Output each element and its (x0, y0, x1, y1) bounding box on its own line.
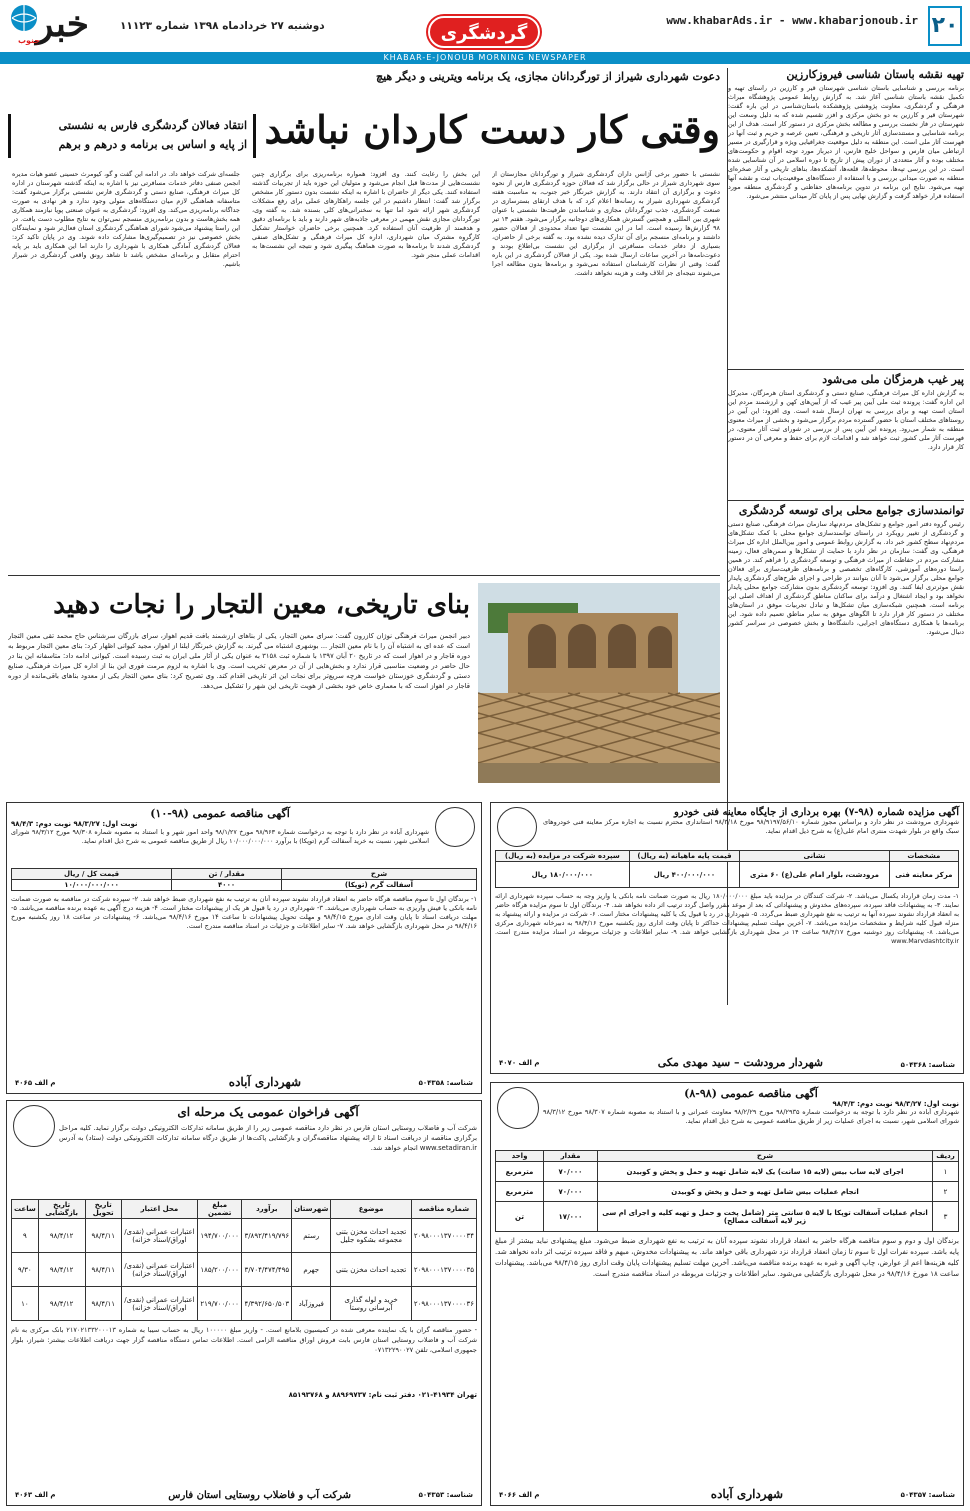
ad-abadeh-tender-8 (490, 1082, 964, 1506)
ad-water-header: مبلغ تضمین (197, 1200, 242, 1219)
ad-vehicle-intro: شهرداری مرودشت در نظر دارد و براساس مجوز شماره ۹۸/۹۱۹۷/۵۶/۱۰ مورخ ۹۸/۳/۱۸ استانداری محترم نسبت به اجاره مرکز معاینه فنی خودروهای سبک واقع در بلوار شهدت منتری امام علی(ع) به شرح ذیل اقدام نماید. (543, 818, 959, 835)
building-photo (478, 583, 720, 783)
ad-water-cell: اعتبارات عمرانی (نقدی/اوراق/اسناد خزانه) (121, 1219, 197, 1253)
divider (728, 369, 964, 370)
ad-abadeh2-cell: ۲ (933, 1182, 959, 1202)
ad-water-cell: ۲۰۹۸۰۰۰۱۳۷۰۰۰۰۳۴ (411, 1219, 476, 1253)
ad-water-cell: تجدید احداث مخزن بتنی (331, 1253, 412, 1287)
ad-water-cell: اعتبارات عمرانی (نقدی/اوراق/اسناد خزانه) (121, 1253, 197, 1287)
ad-abadeh2-header: واحد (496, 1151, 544, 1162)
ad-abadeh1-conditions: ۱- برندگان اول تا سوم مناقصه هرگاه حاضر به انعقاد قرارداد نشوند سپرده آنان به ترتیب به نفع شهرداری ضبط خواهد شد. ۲- سپرده شرکت در مناقصه به صورت ضمانت نامه بانکی یا فیش واریزی به حساب شهرداری می‌باشد. ۳- شهرداری در رد یا قبول هر یک از پیشنهادات مختار است. ۴- هزینه درج آگهی به عهده برنده مناقصه می‌باشد. ۵- مهلت دریافت اسناد تا پایان وقت اداری مورخ ۹۸/۴/۱۵ و مهلت تحویل پیشنهادات تا ساعت ۱۴ مورخ ۹۸/۴/۱۶ می‌باشد. ۶- پیشنهادات در ساعت ۱۸ روز یکشنبه مورخ ۹۸/۴/۱۶ در محل شهرداری بازگشایی خواهد شد. ۷- سایر اطلاعات و جزئیات در اسناد مناقصه مندرج است. (11, 895, 477, 930)
ad-abadeh2-cell: مترمربع (496, 1182, 544, 1202)
subhead-line-2: از پایه و اساس بی برنامه و درهم و برهم (58, 138, 247, 151)
ad-water-signature: شرکت آب و فاضلاب روستایی استان فارس (168, 1490, 351, 1501)
ad-water-contact: تهران ۴۱۹۳۴-۰۲۱ دفتر ثبت نام: ۸۸۹۶۹۷۳۷ و ۸۵۱۹۳۷۶۸ (288, 1391, 477, 1399)
headline: وقتی کار دست کاردان نباشد (264, 107, 720, 152)
ad-abadeh1-table (11, 868, 477, 891)
ad-water-title: آگهی فراخوان عمومی یک مرحله ای (177, 1105, 359, 1119)
feature-body: دبیر انجمن میراث فرهنگی نوژان کازرون گفت: سرای معین التجار، یکی از بناهای ارزشمند بافت قدیم اهواز، سرای بازرگان سرشناس حاج محمد تقی معین التجار است که عده ای به اشتباه آن را با نام معین التجار ... بوشهری اشتباه می گیرند. به گزارش خبرنگار ایلنا از اهواز، مجید کیوانی اظهار کرد: بنای معین التجار مربوط به دوره قاجار و در اهواز است که در تاریخ ۲۰ آبان ۱۳۹۷ با شماره ثبت ۳۱۵۸ به عنوان یکی از آثار ملی ایران به ثبت رسیده است. کیوانی ادامه داد: متاسفانه این بنا در حال حاضر در وضعیت مناسبی قرار ندارد و بخش‌هایی از آن در معرض تخریب است. وی با اشاره به لزوم مرمت فوری این بنا از اداره کل میراث فرهنگی، صنایع دستی و گردشگری خوزستان خواست هرچه سریع‌تر برای نجات این اثر تاریخی اقدام کند. وی تصریح کرد: بنای معین التجار یکی از معدود بناهای باقی‌مانده از دوره قاجار در اهواز است که با معماری خاص خود بخشی از هویت تاریخی این شهر را تشکیل می‌دهد. (8, 632, 470, 690)
ad-abadeh2-cell: ۷۰/۰۰۰ (544, 1162, 598, 1182)
ad-water-cell: ۳/۷۰۴/۴۷۴/۴۹۵ (242, 1253, 292, 1287)
ad-abadeh2-dates: نوبت اول: ۹۸/۳/۲۷ نوبت دوم: ۹۸/۴/۳ (832, 1100, 959, 1108)
ad-water-cell: ۹ (12, 1219, 39, 1253)
ad-abadeh2-cell: انجام عملیات بیس شامل تهیه و حمل و پخش و کوبیدن (598, 1182, 933, 1202)
ad-water-header: موضوع (331, 1200, 412, 1219)
ad-water-header: شهرستان (292, 1200, 331, 1219)
header-band: KHABAR-E-JONOUB MORNING NEWSPAPER (0, 52, 970, 64)
ad-water-cell: ۹۸/۴/۱۲ (38, 1287, 85, 1321)
sidebar-body-1: برنامه بررسی و شناسایی باستان شناسی شهرستان قیر و کارزین در راستای تهیه و تکمیل نقشه باستان شناسی آغاز شد. به گزارش روابط عمومی پژوهشگاه میراث فرهنگی و گردشگری، معاونت پژوهشی پژوهشکده باستان‌شناسی در این باره گفت: شهرستان قیر و کارزین به دو بخش مرکزی و افزر تقسیم شده که به دلیل وسعت این شهرستان در فاز نخست بررسی و مطالعه بخش مرکزی در دستور کار است. هدف از این برنامه شناسایی و مستندسازی آثار تاریخی و فرهنگی، تعیین عرصه و حریم و ثبت آنها در فهرست آثار ملی است. این منطقه به دلیل موقعیت جغرافیایی ویژه و قرارگیری در مسیر ارتباطی میان فارس و سواحل خلیج فارس، از دیرباز مورد توجه اقوام و حکومت‌های مختلف بوده و آثار متعددی از دوران پیش از تاریخ تا دوره اسلامی در آن شناسایی شده است. در این بررسی تپه‌ها، محوطه‌ها، قلعه‌ها، آتشکده‌ها، بناهای تاریخی و آثار صخره‌ای منطقه به صورت میدانی بررسی و با استفاده از دستگاه‌های موقعیت‌یاب ثبت و نقشه آنها تهیه می‌شود. نتایج این برنامه در تدوین برنامه‌های حفاظتی و گردشگری منطقه مورد استفاده قرار خواهد گرفت و گزارش نهایی پس از پایان کار میدانی منتشر می‌شود. (728, 84, 964, 200)
ad-abadeh2-header: مقدار (544, 1151, 598, 1162)
ad-abadeh2-cell: ۱ (933, 1162, 959, 1182)
feature-article (8, 585, 470, 785)
ad-water-cell: ۹۸/۴/۱۱ (85, 1253, 121, 1287)
ad-water-table (11, 1199, 477, 1321)
ad-abadeh1-title: آگهی مناقصه عمومی (۹۸-۱۰) (150, 807, 290, 820)
main-article (8, 70, 720, 570)
subhead-box (8, 114, 256, 158)
ad-water-cell: ۹/۳۰ (12, 1253, 39, 1287)
ad-water-cell: جهرم (292, 1253, 331, 1287)
ad-water-intro: شرکت آب و فاضلاب روستایی استان فارس در نظر دارد مناقصه عمومی زیر را از طریق سامانه تدارکات الکترونیکی دولت برگزار نماید. کلیه مراحل برگزاری مناقصه از دریافت اسناد تا ارائه پیشنهاد مناقصه‌گران و بازگشایی پاکت‌ها از طریق درگاه سامانه تدارکات الکترونیکی دولت (ستاد) به آدرس www.setadiran.ir انجام خواهد شد. (59, 1124, 477, 1152)
logo-word: خبر (36, 3, 89, 45)
ad-abadeh2-cell: انجام عملیات آسفالت توپکا با لایه ۵ سانتی متر (شامل پخت و حمل و تهیه کلیه و اجرای ام سی زیر لایه آسفالت مصالح) (598, 1202, 933, 1232)
ad-water-cell: خرید و لوله گذاری آبرسانی روستا (331, 1287, 412, 1321)
ad-water-cell: ۱۹۴/۷۰۰/۰۰۰ (197, 1219, 242, 1253)
ad-vehicle-conditions: ۱- مدت زمان قرارداد یکسال می‌باشد. ۲- شرکت کنندگان در مزایده باید مبلغ ۱۸۰/۰۰۰/۰۰۰ ریال به صورت ضمانت نامه بانکی یا واریز وجه به حساب سپرده شهرداری ارائه نمایند. ۳- به پیشنهادات فاقد سپرده، سپرده‌های مخدوش و پیشنهاداتی که بعد از موعد مقرر واصل گردد ترتیب اثر داده نخواهد شد. ۴- برندگان اول تا سوم مزایده هرگاه حاضر به انعقاد قرارداد نشوند سپرده آنها به ترتیب به نفع شهرداری ضبط می‌گردد. ۵- شهرداری در رد یا قبول یک یا کلیه پیشنهادات مختار است. ۶- شرکت در مزایده و ارائه پیشنهاد به منزله قبول کلیه شرایط و مشخصات مزایده می‌باشد. ۷- آخرین مهلت تسلیم پیشنهادات حداکثر تا پایان وقت اداری روز یکشنبه مورخ ۹۸/۴/۱۶ به دبیرخانه شهرداری مرکزی می‌باشد. ۸- پیشنهادات روز دوشنبه مورخ ۹۸/۴/۱۷ ساعت ۱۴ در محل شهرداری بازگشایی خواهد شد. ۹- سایر اطلاعات و جزئیات مربوطه در اسناد مزایده مندرج است. www.Marvdashtcity.ir (495, 892, 959, 945)
ad-abadeh2-id: شناسه: ۵۰۴۳۵۷ (900, 1491, 955, 1499)
ad-abadeh1-cell: ۴۰۰۰ (172, 880, 282, 891)
page-number: ۲۰ (928, 6, 962, 46)
ad-abadeh2-intro: شهرداری آباده در نظر دارد با توجه به درخواست شماره ۹۸/۲۹۳۵ مورخ ۹۸/۲/۲۹ معاونت عمرانی و با استناد به مصوبه شماره ۹۸/۳۰۷ مورخ ۹۸/۳/۱۲ شورای اسلامی شهر، نسبت به اجرای عملیات زیر از طریق مناقصه عمومی به شرح ذیل اقدام نماید. (543, 1108, 959, 1125)
subhead-line-1: انتقاد فعالان گردشگری فارس به نشستی (58, 119, 247, 132)
ad-water-cell: ۱۰ (12, 1287, 39, 1321)
ad-water-header: ساعت (12, 1200, 39, 1219)
ad-vehicle-inspection (490, 802, 964, 1074)
ad-water-cell: ۹۸/۴/۱۱ (85, 1219, 121, 1253)
masthead (0, 0, 970, 52)
ad-vehicle-cell: مرکز معاینه فنی (889, 862, 958, 888)
ad-water-cell: ۹۸/۴/۱۱ (85, 1287, 121, 1321)
ad-water-call (6, 1100, 482, 1506)
ad-vehicle-header: سپرده شرکت در مزایده (به ریال) (496, 851, 630, 862)
ad-abadeh2-header: شرح (598, 1151, 933, 1162)
ad-abadeh2-cell: ۳ (933, 1202, 959, 1232)
ad-water-cell: ۲۰۹۸۰۰۰۱۳۷۰۰۰۰۳۶ (411, 1287, 476, 1321)
ad-water-cell: اعتبارات عمرانی (نقدی/اوراق/اسناد خزانه) (121, 1287, 197, 1321)
company-emblem-icon (13, 1105, 55, 1147)
ad-water-cell: تجدید احداث مخزن بتنی مجموعه بشکوه جلیل (331, 1219, 412, 1253)
ad-abadeh1-cell: ۱۰/۰۰۰/۰۰۰/۰۰۰ (12, 880, 172, 891)
ad-water-header: تاریخ بازگشایی (38, 1200, 85, 1219)
ad-abadeh2-conditions: برندگان اول و دوم و سوم مناقصه هرگاه حاضر به انعقاد قرارداد نشوند سپرده آنان به ترتیب به نفع شهرداری ضبط می‌شود. مبلغ پیشنهادی نباید بیشتر از مبلغ پایه باشد. سپرده نفرات اول تا سوم تا زمان انعقاد قرارداد نزد شهرداری باقی خواهد ماند. به پیشنهادات مخدوش، مبهم و فاقد سپرده ترتیب اثر داده نخواهد شد. کلیه هزینه‌ها اعم از عوارض، چاپ آگهی و غیره به عهده برنده مناقصه می‌باشد. آخرین مهلت تسلیم پیشنهادات پایان وقت اداری روز ۹۸/۴/۱۵ می‌باشد. پیشنهادات ساعت ۱۸ مورخ ۹۸/۴/۱۶ در محل شهرداری بازگشایی می‌شود. سایر اطلاعات و جزئیات مربوطه در اسناد مناقصه مندرج است. (495, 1237, 959, 1278)
municipality-emblem-icon (435, 807, 475, 847)
ad-abadeh1-id: شناسه: ۵۰۴۳۵۸ (418, 1079, 473, 1087)
ad-abadeh2-cell: ۷۰/۰۰۰ (544, 1182, 598, 1202)
feature-title: بنای تاریخی، معین التجار را نجات دهید (53, 590, 470, 620)
logo-sub: جنوب (18, 36, 41, 45)
ad-abadeh2-cell: اجرای لایه ساب بیس (لایه ۱۵ سانت) یک لایه شامل تهیه و حمل و پخش و کوبیدن (598, 1162, 933, 1182)
ad-abadeh2-signature: شهرداری آباده (710, 1487, 783, 1501)
ad-abadeh2-cell: مترمربع (496, 1162, 544, 1182)
sidebar-title-3: توانمندسازی جوامع محلی برای توسعه گردشگری (738, 504, 964, 517)
ad-abadeh1-header: قیمت کل / ریال (12, 869, 172, 880)
historic-building-image (478, 583, 720, 783)
websites[interactable]: www.khabarAds.ir - www.khabarjonoub.ir (666, 14, 918, 27)
ad-vehicle-header: مشخصات (889, 851, 958, 862)
ad-water-header: محل اعتبار (121, 1200, 197, 1219)
article-column-3: جلسه‌ای شرکت خواهد داد. در ادامه این گفت و گو، کیومرث حسینی عضو هیات مدیره انجمن صنفی دفاتر خدمات مسافرتی نیز با اشاره به اینکه گذشته شهرستان در اداره کل میراث فرهنگی، صنایع دستی و گردشگری فارس نشستی برگزار می‌شود گفت: متاسفانه هماهنگی لازم میان دستگاه‌های متولی وجود ندارد و هر نهادی به صورت جداگانه برنامه‌ریزی می‌کند. وی افزود: گردشگری به عنوان صنعتی پویا نیازمند همکاری همه بخش‌هاست و بدون برنامه‌ریزی منسجم نمی‌توان به نتایج مطلوب دست یافت. در این راستا پیشنهاد می‌شود شورای هماهنگی گردشگری استان فعال‌تر شود و نمایندگان بخش خصوصی نیز در تصمیم‌گیری‌ها مشارکت داده شوند. وی در پایان تاکید کرد: فعالان گردشگری آمادگی همکاری با شهرداری را دارند اما این همکاری باید بر پایه احترام متقابل و برنامه‌ای مشخص باشد تا شاهد رونق واقعی گردشگری در شیراز باشیم. (12, 170, 240, 268)
ad-vehicle-cell: مرودشت، بلوار امام علی(ع) ۶۰ متری (740, 862, 889, 888)
ad-water-cell: ۴/۳۹۲/۶۵۰/۵۰۳ (242, 1287, 292, 1321)
ad-water-cell: ۲۰۹۸۰۰۰۱۳۷۰۰۰۰۳۵ (411, 1253, 476, 1287)
ad-water-cell: ۳/۸۹۲/۴۱۹/۷۹۶ (242, 1219, 292, 1253)
ad-abadeh2-cell: تن (496, 1202, 544, 1232)
ad-abadeh1-header: مقدار / تن (172, 869, 282, 880)
ad-vehicle-id: شناسه: ۵۰۴۳۶۸ (900, 1061, 955, 1069)
divider (728, 500, 964, 501)
divider (8, 575, 720, 576)
ad-water-header: شماره مناقصه (411, 1200, 476, 1219)
municipality-emblem-icon (497, 807, 537, 847)
ad-abadeh1-header: شرح (281, 869, 476, 880)
ad-vehicle-signature: شهردار مرودشت – سید مهدی مکی (657, 1056, 823, 1069)
ad-vehicle-header: نشانی (740, 851, 889, 862)
ad-water-cell: فیروزآباد (292, 1287, 331, 1321)
ad-water-header: برآورد (242, 1200, 292, 1219)
ad-vehicle-cell: ۴۰۰/۰۰۰/۰۰۰ ریال (629, 862, 740, 888)
ad-water-conditions: - حضور مناقصه گران با یک نماینده معرفی شده در کمیسیون بلامانع است. - واریز مبلغ ۱۰۰۰۰۰ ریال به حساب سیبا به شماره ۲۱۷۰۲۱۳۳۲۰۰۰۱۳ بانک مرکزی به نام شرکت آب و فاضلاب روستایی استان فارس بابت فروش اوراق مناقصه الزامی است. اطلاعات تماس دستگاه مناقصه گزار جهت دریافت اطلاعات بیشتر: شیراز، بلوار جمهوری اسلامی، تلفن ۰۷۱۳۲۲۹۰۰۲۷ (11, 1326, 477, 1354)
ad-vehicle-code: م الف ۴۰۷۰ (499, 1059, 540, 1067)
article-column-1: نشستی با حضور برخی آژانس داران گردشگری شیراز و تورگردانان مجازستان از سوی شهرداری شیراز در حالی برگزار شد که فعالان حوزه گردشگری فارس از نحوه دعوت و برگزاری آن انتقاد دارند. به گزارش خبرنگار خبر جنوب، به مناسبت هفته گردشگری شهرداری شیراز به رسانه‌ها اعلام کرد که با هدف ارتقای بسترسازی در صنعت گردشگری، جذب تورگردانان مجازی و شناساندن ظرفیت‌ها نشستی با عنوان شهری بین المللی و همچنین گسترش همکاری‌های دوجانبه برگزار می‌شود. هفتم ۱۳ تیر ۹۸ گزارش‌ها رسیده است. اما در این نشست تنها تعداد محدودی از فعالان حضور داشتند و برنامه‌ای منسجم برای آن تدارک دیده نشده بود. به گفته برخی از حاضران، بسیاری از دفاتر خدمات مسافرتی از برگزاری این نشست بی‌اطلاع بودند و دعوت‌نامه‌ها در آخرین ساعات ارسال شده بود. یکی از فعالان گردشگری در این باره گفت: وقتی از نظرات کارشناسان استفاده نمی‌شود و برنامه‌ها بدون مطالعه اجرا می‌شوند نتیجه‌ای جز اتلاف وقت و هزینه نخواهد داشت. (492, 170, 720, 277)
ad-abadeh1-intro: شهرداری آباده در نظر دارد با توجه به درخواست شماره ۹۸/۹۶۳ مورخ ۹۸/۱/۲۷ واحد امور شهر و با استناد به مصوبه شماره ۹۸/۳۰۸ مورخ ۹۸/۳/۱۲ شورای اسلامی شهر، نسبت به خرید آسفالت گرم (توپکا) با برآورد ۱۰/۰۰۰/۰۰۰/۰۰۰ ریال از طریق مناقصه عمومی به شرح ذیل اقدام نماید. (11, 828, 429, 845)
ad-water-cell: ۲۱۹/۷۰۰/۰۰۰ (197, 1287, 242, 1321)
ad-water-cell: ۹۸/۴/۱۲ (38, 1253, 85, 1287)
ad-abadeh2-title: آگهی مناقصه عمومی (۹۸-۸) (684, 1087, 818, 1100)
article-column-2: این بخش را رعایت کنند. وی افزود: همواره برنامه‌ریزی برای برگزاری چنین نشست‌هایی از مدت‌ها قبل انجام می‌شود و متولیان این حوزه باید از تجربیات گذشته استفاده کنند. یکی دیگر از حاضران با اشاره به اینکه نشست بدون دستور کار مشخص برگزار شد گفت: انتظار داشتیم در این جلسه راهکارهای عملی برای رفع مشکلات گردشگری شهر ارائه شود اما تنها به سخنرانی‌های کلی بسنده شد. به گفته وی، تورگردانان مجازی نقش مهمی در معرفی جاذبه‌های شهر دارند و باید با برنامه‌ای دقیق و هدفمند از ظرفیت آنان استفاده کرد. همچنین برخی حاضران خواستار تشکیل کارگروه مشترک میان شهرداری، اداره کل میراث فرهنگی و تشکل‌های صنفی گردشگری شدند تا برنامه‌ها به صورت هماهنگ پیگیری شود و نتیجه این نشست‌ها به اقدامات عملی منجر شود. (252, 170, 480, 259)
ad-abadeh-tender-10 (6, 802, 482, 1094)
ad-water-cell: ۹۸/۴/۱۲ (38, 1219, 85, 1253)
ad-water-code: م الف ۴۰۶۳ (15, 1491, 56, 1499)
ad-vehicle-title: آگهی مزایده شماره (۹۸-۷) بهره برداری از جایگاه معاینه فنی خودرو (674, 807, 959, 818)
ad-abadeh1-code: م الف ۴۰۶۵ (15, 1079, 56, 1087)
ad-abadeh2-header: ردیف (933, 1151, 959, 1162)
ad-water-header: تاریخ تحویل (85, 1200, 121, 1219)
sidebar-title-2: پیر غیب هرمزگان ملی می‌شود (822, 373, 964, 386)
ad-abadeh1-dates: نوبت اول: ۹۸/۳/۲۷ نوبت دوم: ۹۸/۴/۳ (11, 820, 138, 828)
ad-abadeh1-cell: آسفالت گرم (توپکا) (281, 880, 476, 891)
kicker: دعوت شهرداری شیراز از تورگردانان مجازی، یک برنامه ویترینی و دیگر هیچ (375, 70, 720, 83)
ad-abadeh2-cell: ۱۷/۰۰۰ (544, 1202, 598, 1232)
ad-vehicle-cell: ۱۸۰/۰۰۰/۰۰۰ ریال (496, 862, 630, 888)
date-line: دوشنبه ۲۷ خردادماه ۱۳۹۸ شماره ۱۱۱۲۳ (120, 20, 325, 32)
ad-abadeh2-code: م الف ۴۰۶۶ (499, 1491, 540, 1499)
ad-vehicle-table (495, 850, 959, 888)
sidebar-body-3: رئیس گروه دفتر امور جوامع و تشکل‌های مردم‌نهاد سازمان میراث فرهنگی، صنایع دستی و گردشگری از تغییر رویکرد در راستای توانمندسازی جوامع محلی با کمک تشکل‌های مردم‌نهاد سطح کشور خبر داد. به گزارش روابط عمومی و امور بین‌الملل اداره کل میراث فرهنگی، وی گفت: سازمان در نظر دارد با حمایت از تشکل‌ها و سمن‌های فعال، زمینه مشارکت مردم در حفاظت از میراث فرهنگی و توسعه گردشگری را فراهم کند. در همین راستا دوره‌های آموزشی، کارگاه‌های تخصصی و برنامه‌های ظرفیت‌سازی برای فعالان جوامع محلی برگزار می‌شود تا آنان بتوانند در طراحی و اجرای طرح‌های گردشگری پایدار نقش موثرتری ایفا کنند. وی افزود: توسعه گردشگری بدون مشارکت جوامع محلی پایدار نخواهد بود و ایجاد اشتغال و درآمد برای ساکنان مناطق گردشگری از اهداف اصلی این برنامه است. همچنین شبکه‌سازی میان تشکل‌ها و تبادل تجربیات موفق در استان‌های مختلف در دستور کار قرار دارد تا الگوهای موفق به سایر مناطق تعمیم داده شود. این برنامه‌ها با همکاری دستگاه‌های اجرایی، دانشگاه‌ها و بخش خصوصی در سراسر کشور دنبال می‌شود. (728, 520, 964, 636)
section-title: گردشگری (428, 16, 540, 48)
ad-water-cell: ۱۸۵/۲۰۰/۰۰۰ (197, 1253, 242, 1287)
ad-water-id: شناسه: ۵۰۴۳۵۳ (418, 1491, 473, 1499)
ad-abadeh2-table (495, 1150, 959, 1232)
ad-abadeh1-signature: شهرداری آباده (228, 1075, 301, 1089)
sidebar-title-1: تهیه نقشه باستان شناسی فیروزکارزین (786, 68, 964, 81)
newspaper-logo (6, 2, 114, 50)
ad-water-cell: رستم (292, 1219, 331, 1253)
ad-vehicle-header: قیمت پایه ماهیانه (به ریال) (629, 851, 740, 862)
municipality-emblem-icon (497, 1087, 539, 1129)
sidebar-body-2: به گزارش اداره کل میراث فرهنگی، صنایع دستی و گردشگری استان هرمزگان، مدیرکل این اداره گفت: پرونده ثبت ملی آیین پیر غیب که از آیین‌های کهن و ارزشمند مردم این استان است تهیه و برای بررسی به تهران ارسال شده است. وی افزود: این آیین در روستاهای مختلف استان با حضور گسترده مردم برگزار می‌شود و بخشی از میراث معنوی منطقه به شمار می‌رود. پرونده این آیین پس از بررسی در شورای ثبت آثار معنوی، در فهرست آثار ملی کشور ثبت خواهد شد و اقدامات لازم برای حفظ و معرفی آن در دستور کار قرار دارد. (728, 389, 964, 451)
